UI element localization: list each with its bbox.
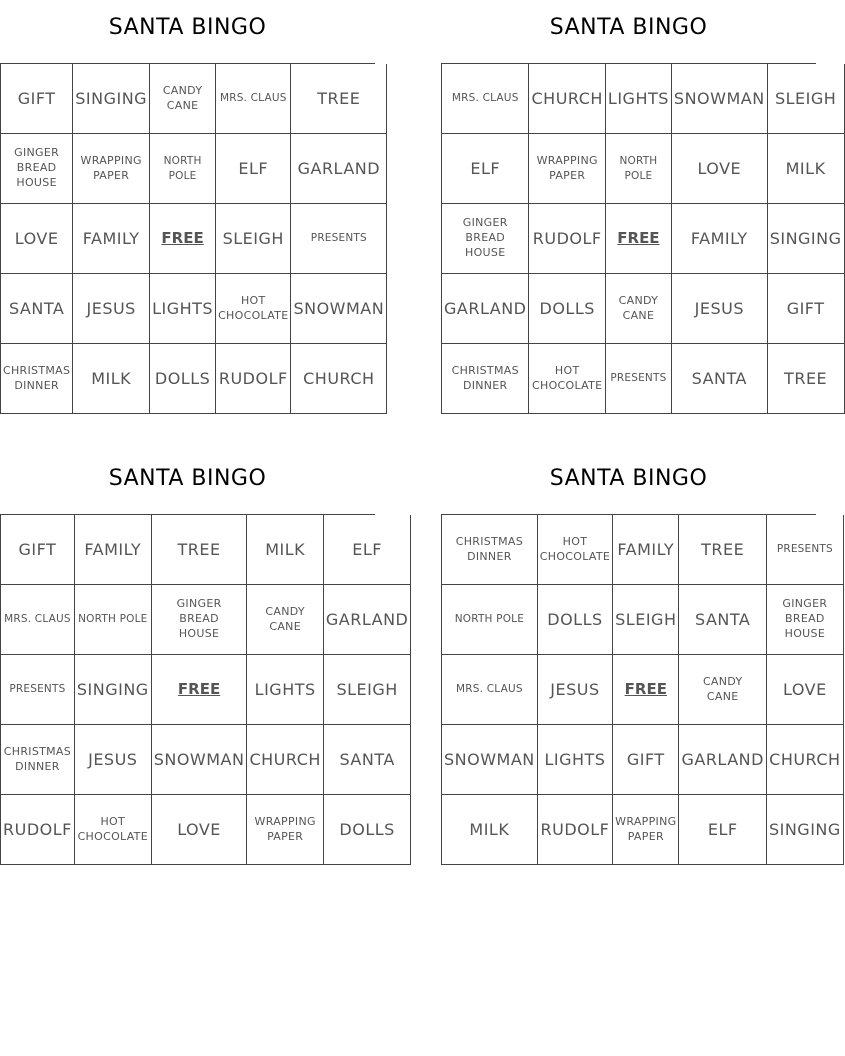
bingo-cell: JESUS [672,274,768,344]
bingo-cell: WRAPPING PAPER [529,134,605,204]
bingo-cell: ELF [679,795,766,865]
bingo-cell: LOVE [767,655,844,725]
bingo-cell: MILK [247,515,323,585]
card-title: SANTA BINGO [108,15,267,40]
bingo-cell: DOLLS [529,274,605,344]
bingo-cell: GIFT [613,725,679,795]
bingo-cell: LOVE [672,134,768,204]
bingo-cell: GIFT [1,64,73,134]
bingo-cell: LIGHTS [606,64,672,134]
bingo-cell: SLEIGH [324,655,411,725]
bingo-cell: WRAPPING PAPER [613,795,679,865]
bingo-cell: CHURCH [529,64,605,134]
free-cell: FREE [613,655,679,725]
bingo-cell: DOLLS [538,585,613,655]
bingo-grid [441,514,841,865]
bingo-cell: RUDOLF [216,344,291,414]
bingo-card-2 [441,8,842,408]
bingo-cell: FAMILY [613,515,679,585]
bingo-cell: GARLAND [442,274,529,344]
bingo-cell: CHURCH [767,725,844,795]
free-cell: FREE [606,204,672,274]
bingo-cell: SLEIGH [768,64,845,134]
bingo-grid [0,63,385,414]
bingo-cell: FAMILY [672,204,768,274]
bingo-cell: HOT CHOCOLATE [538,515,613,585]
bingo-cell: PRESENTS [291,204,387,274]
bingo-cell: SNOWMAN [152,725,248,795]
bingo-cell: CHURCH [247,725,323,795]
bingo-cell: WRAPPING PAPER [73,134,150,204]
bingo-cell: GARLAND [324,585,411,655]
bingo-cell: MRS. CLAUS [1,585,75,655]
bingo-cell: CHRISTMAS DINNER [442,515,538,585]
bingo-cell: SANTA [324,725,411,795]
bingo-cell: TREE [152,515,248,585]
bingo-cell: CHRISTMAS DINNER [1,725,75,795]
bingo-cell: LIGHTS [538,725,613,795]
bingo-cell: PRESENTS [1,655,75,725]
card-title: SANTA BINGO [549,466,708,491]
bingo-cell: SINGING [768,204,845,274]
bingo-cell: FAMILY [73,204,150,274]
bingo-cell: SANTA [679,585,766,655]
bingo-cell: ELF [324,515,411,585]
bingo-cell: GINGER BREAD HOUSE [767,585,844,655]
bingo-cell: GIFT [1,515,75,585]
bingo-cell: GINGER BREAD HOUSE [152,585,248,655]
bingo-cell: CANDY CANE [679,655,766,725]
bingo-cell: HOT CHOCOLATE [75,795,152,865]
bingo-grid [441,63,842,414]
bingo-card-3 [0,459,409,859]
bingo-cell: HOT CHOCOLATE [216,274,291,344]
bingo-cell: CANDY CANE [606,274,672,344]
bingo-cell: PRESENTS [606,344,672,414]
bingo-cell: NORTH POLE [75,585,152,655]
bingo-cell: WRAPPING PAPER [247,795,323,865]
bingo-cell: SNOWMAN [442,725,538,795]
bingo-cell: NORTH POLE [442,585,538,655]
bingo-cell: LOVE [152,795,248,865]
bingo-cell: DOLLS [150,344,216,414]
bingo-cell: SANTA [1,274,73,344]
bingo-cell: JESUS [75,725,152,795]
bingo-cell: GINGER BREAD HOUSE [1,134,73,204]
bingo-cell: JESUS [538,655,613,725]
bingo-cell: SLEIGH [216,204,291,274]
bingo-cell: ELF [442,134,529,204]
bingo-cell: ELF [216,134,291,204]
card-title: SANTA BINGO [549,15,708,40]
bingo-cell: MRS. CLAUS [442,655,538,725]
bingo-grid [0,514,409,865]
bingo-cell: FAMILY [75,515,152,585]
bingo-cell: NORTH POLE [606,134,672,204]
bingo-card-4 [441,459,841,859]
free-cell: FREE [152,655,248,725]
bingo-cell: LIGHTS [247,655,323,725]
bingo-cell: GIFT [768,274,845,344]
free-cell: FREE [150,204,216,274]
bingo-cell: MILK [442,795,538,865]
bingo-cell: SINGING [767,795,844,865]
card-title: SANTA BINGO [108,466,267,491]
bingo-cell: CHRISTMAS DINNER [442,344,529,414]
bingo-cell: PRESENTS [767,515,844,585]
bingo-cell: MILK [73,344,150,414]
bingo-cell: CHRISTMAS DINNER [1,344,73,414]
bingo-cell: CHURCH [291,344,387,414]
bingo-cell: HOT CHOCOLATE [529,344,605,414]
bingo-cell: SNOWMAN [672,64,768,134]
bingo-cell: RUDOLF [538,795,613,865]
bingo-cell: SLEIGH [613,585,679,655]
bingo-cell: SNOWMAN [291,274,387,344]
bingo-cell: TREE [768,344,845,414]
bingo-cell: SINGING [75,655,152,725]
bingo-cell: CANDY CANE [150,64,216,134]
bingo-cell: GINGER BREAD HOUSE [442,204,529,274]
bingo-cell: CANDY CANE [247,585,323,655]
bingo-cell: JESUS [73,274,150,344]
bingo-cell: NORTH POLE [150,134,216,204]
bingo-cell: RUDOLF [529,204,605,274]
bingo-cell: DOLLS [324,795,411,865]
bingo-cell: MILK [768,134,845,204]
bingo-card-1 [0,8,385,408]
bingo-cell: SINGING [73,64,150,134]
bingo-cell: LOVE [1,204,73,274]
bingo-cell: GARLAND [291,134,387,204]
bingo-cell: RUDOLF [1,795,75,865]
bingo-cell: TREE [291,64,387,134]
bingo-cell: MRS. CLAUS [442,64,529,134]
bingo-cell: LIGHTS [150,274,216,344]
bingo-cell: MRS. CLAUS [216,64,291,134]
bingo-cell: SANTA [672,344,768,414]
bingo-cell: TREE [679,515,766,585]
bingo-cell: GARLAND [679,725,766,795]
